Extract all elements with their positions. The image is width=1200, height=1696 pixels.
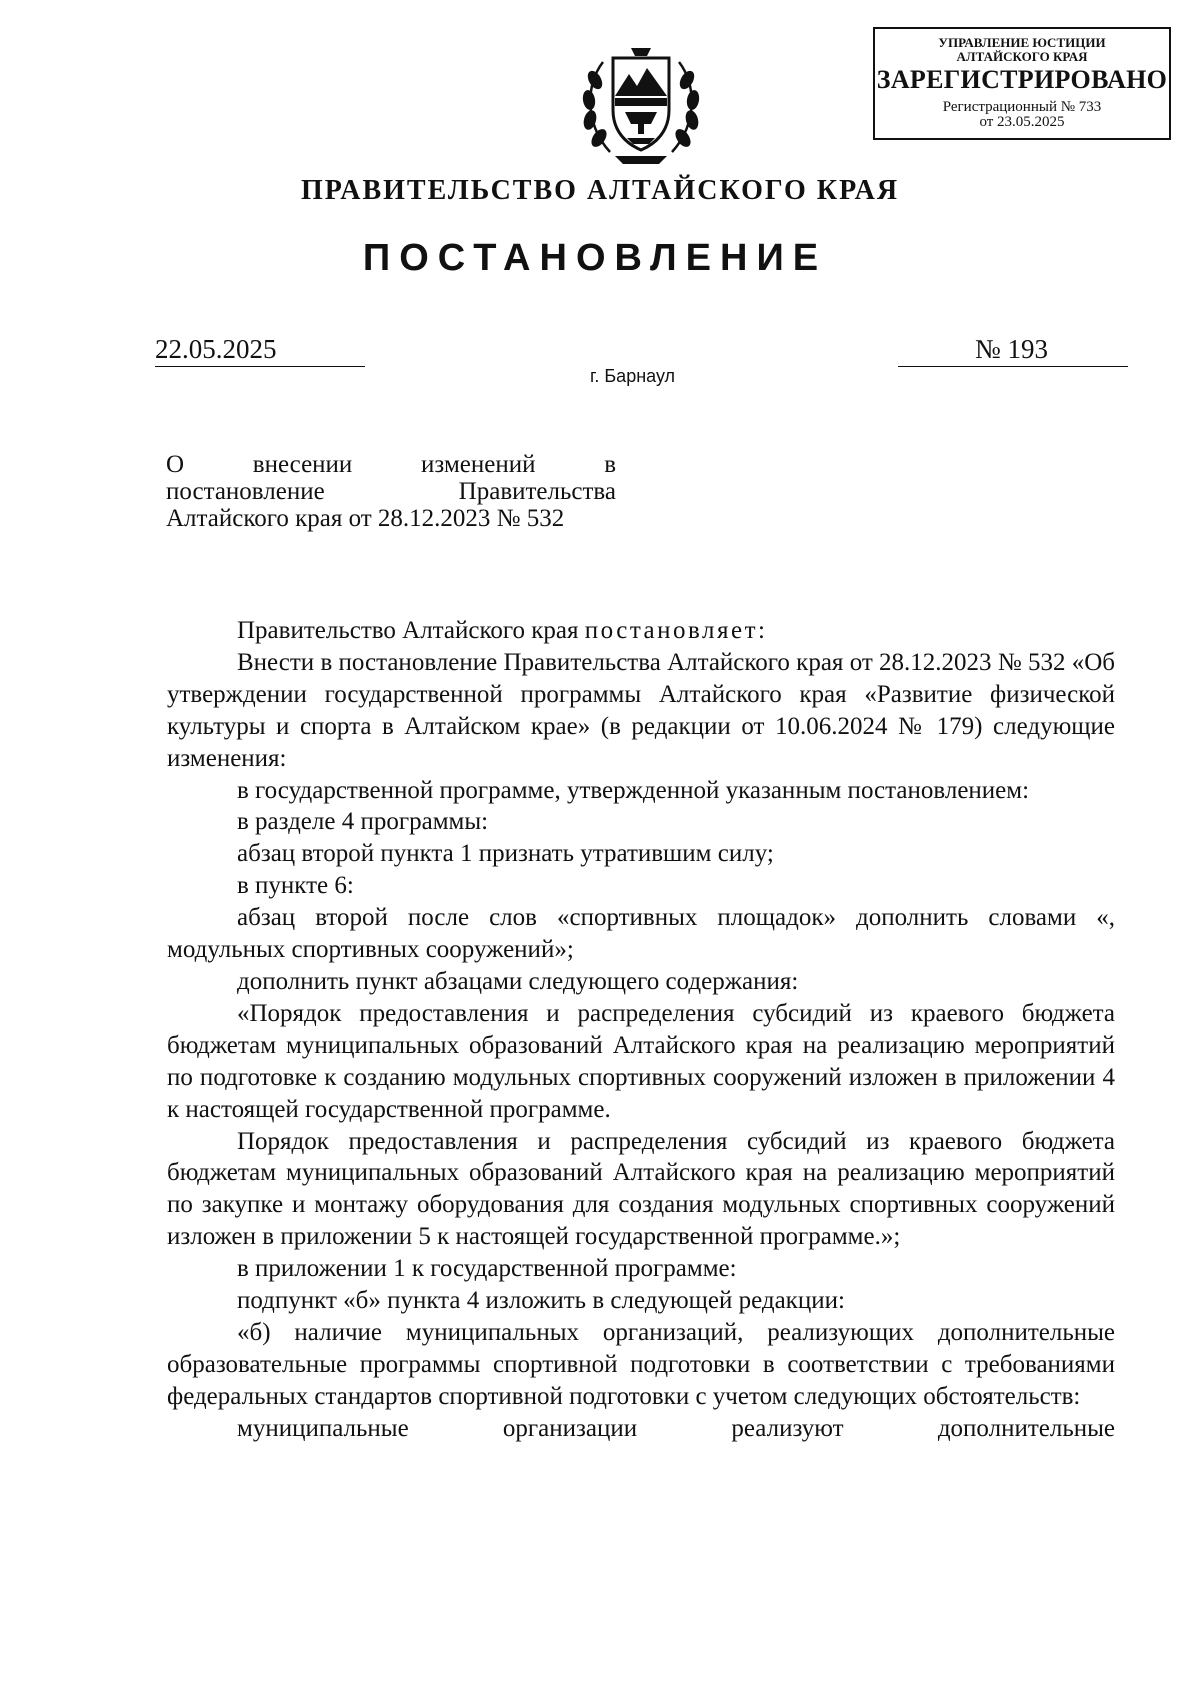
body-paragraph: в разделе 4 программы: <box>237 808 489 836</box>
coat-of-arms-icon <box>575 40 707 170</box>
government-title: ПРАВИТЕЛЬСТВО АЛТАЙСКОГО КРАЯ <box>300 175 900 206</box>
registration-stamp <box>873 27 1171 140</box>
preamble-verb: постановляет: <box>584 617 768 644</box>
stamp-reg-date: от 23.05.2025 <box>979 114 1065 131</box>
body-paragraph: подпункт «б» пункта 4 изложить в следующей редакции: <box>237 1287 845 1315</box>
body-paragraph: абзац второй пункта 1 признать утратившим силу; <box>237 840 774 868</box>
body-paragraph: муниципальные организации реализуют дополнительные <box>237 1414 1115 1442</box>
subject-line: Алтайского края от 28.12.2023 № 532 <box>166 505 565 532</box>
body-paragraph: дополнить пункт абзацами следующего содержания: <box>237 967 799 995</box>
number-underline <box>898 366 1128 367</box>
body-paragraph: Внести в постановление Правительства Алтайского края от 28.12.2023 № 532 «Об утверждении государственной программы Алтайского края «Развитие физической культуры и спорта в Алтайском крае» (в редакции от 10.06.2024 № 179) следующие изменения: <box>167 648 1115 772</box>
subject-line: постановление Правительства <box>166 478 616 505</box>
decree-number: № 193 <box>975 334 1049 364</box>
preamble <box>167 615 1115 647</box>
stamp-status: ЗАРЕГИСТРИРОВАНО <box>876 65 1168 95</box>
preamble-text: Правительство Алтайского края <box>237 617 585 644</box>
stamp-authority-line2: АЛТАЙСКОГО КРАЯ <box>956 48 1088 64</box>
document-type-title: ПОСТАНОВЛЕНИЕ <box>362 237 828 279</box>
body-paragraph: в государственной программе, утвержденной указанным постановлением: <box>237 776 1030 804</box>
body-paragraph: абзац второй после слов «спортивных площадок» дополнить словами «, модульных спортивных сооружений»; <box>167 904 1115 964</box>
body-paragraph: «б) наличие муниципальных организаций, реализующих дополнительные образовательные программы спортивной подготовки в соответствии с требованиями федеральных стандартов спортивной подготовки с учетом следующих обстоятельств: <box>167 1318 1115 1410</box>
decree-subject <box>166 451 616 532</box>
stamp-reg-number: Регистрационный № 733 <box>942 98 1102 115</box>
body-paragraph: в пункте 6: <box>237 872 354 900</box>
decree-date: 22.05.2025 <box>155 334 277 364</box>
date-underline <box>155 366 365 367</box>
decree-body <box>167 615 1115 1445</box>
city-label: г. Барнаул <box>590 366 676 386</box>
stamp-authority-line1: УПРАВЛЕНИЕ ЮСТИЦИИ <box>938 35 1106 50</box>
body-paragraph: Порядок предоставления и распределения субсидий из краевого бюджета бюджетам муниципальных образований Алтайского края на реализацию мероприятий по закупке и монтажу оборудования для создания модульных спортивных сооружений изложен в приложении 5 к настоящей государственной программе.»; <box>167 1127 1115 1251</box>
body-paragraph: в приложении 1 к государственной программе: <box>237 1255 737 1283</box>
subject-line: О внесении изменений в <box>166 451 616 478</box>
body-paragraph: «Порядок предоставления и распределения субсидий из краевого бюджета бюджетам муниципальных образований Алтайского края на реализацию мероприятий по подготовке к созданию модульных спортивных сооружений изложен в приложении 4 к настоящей государственной программе. <box>167 999 1115 1123</box>
